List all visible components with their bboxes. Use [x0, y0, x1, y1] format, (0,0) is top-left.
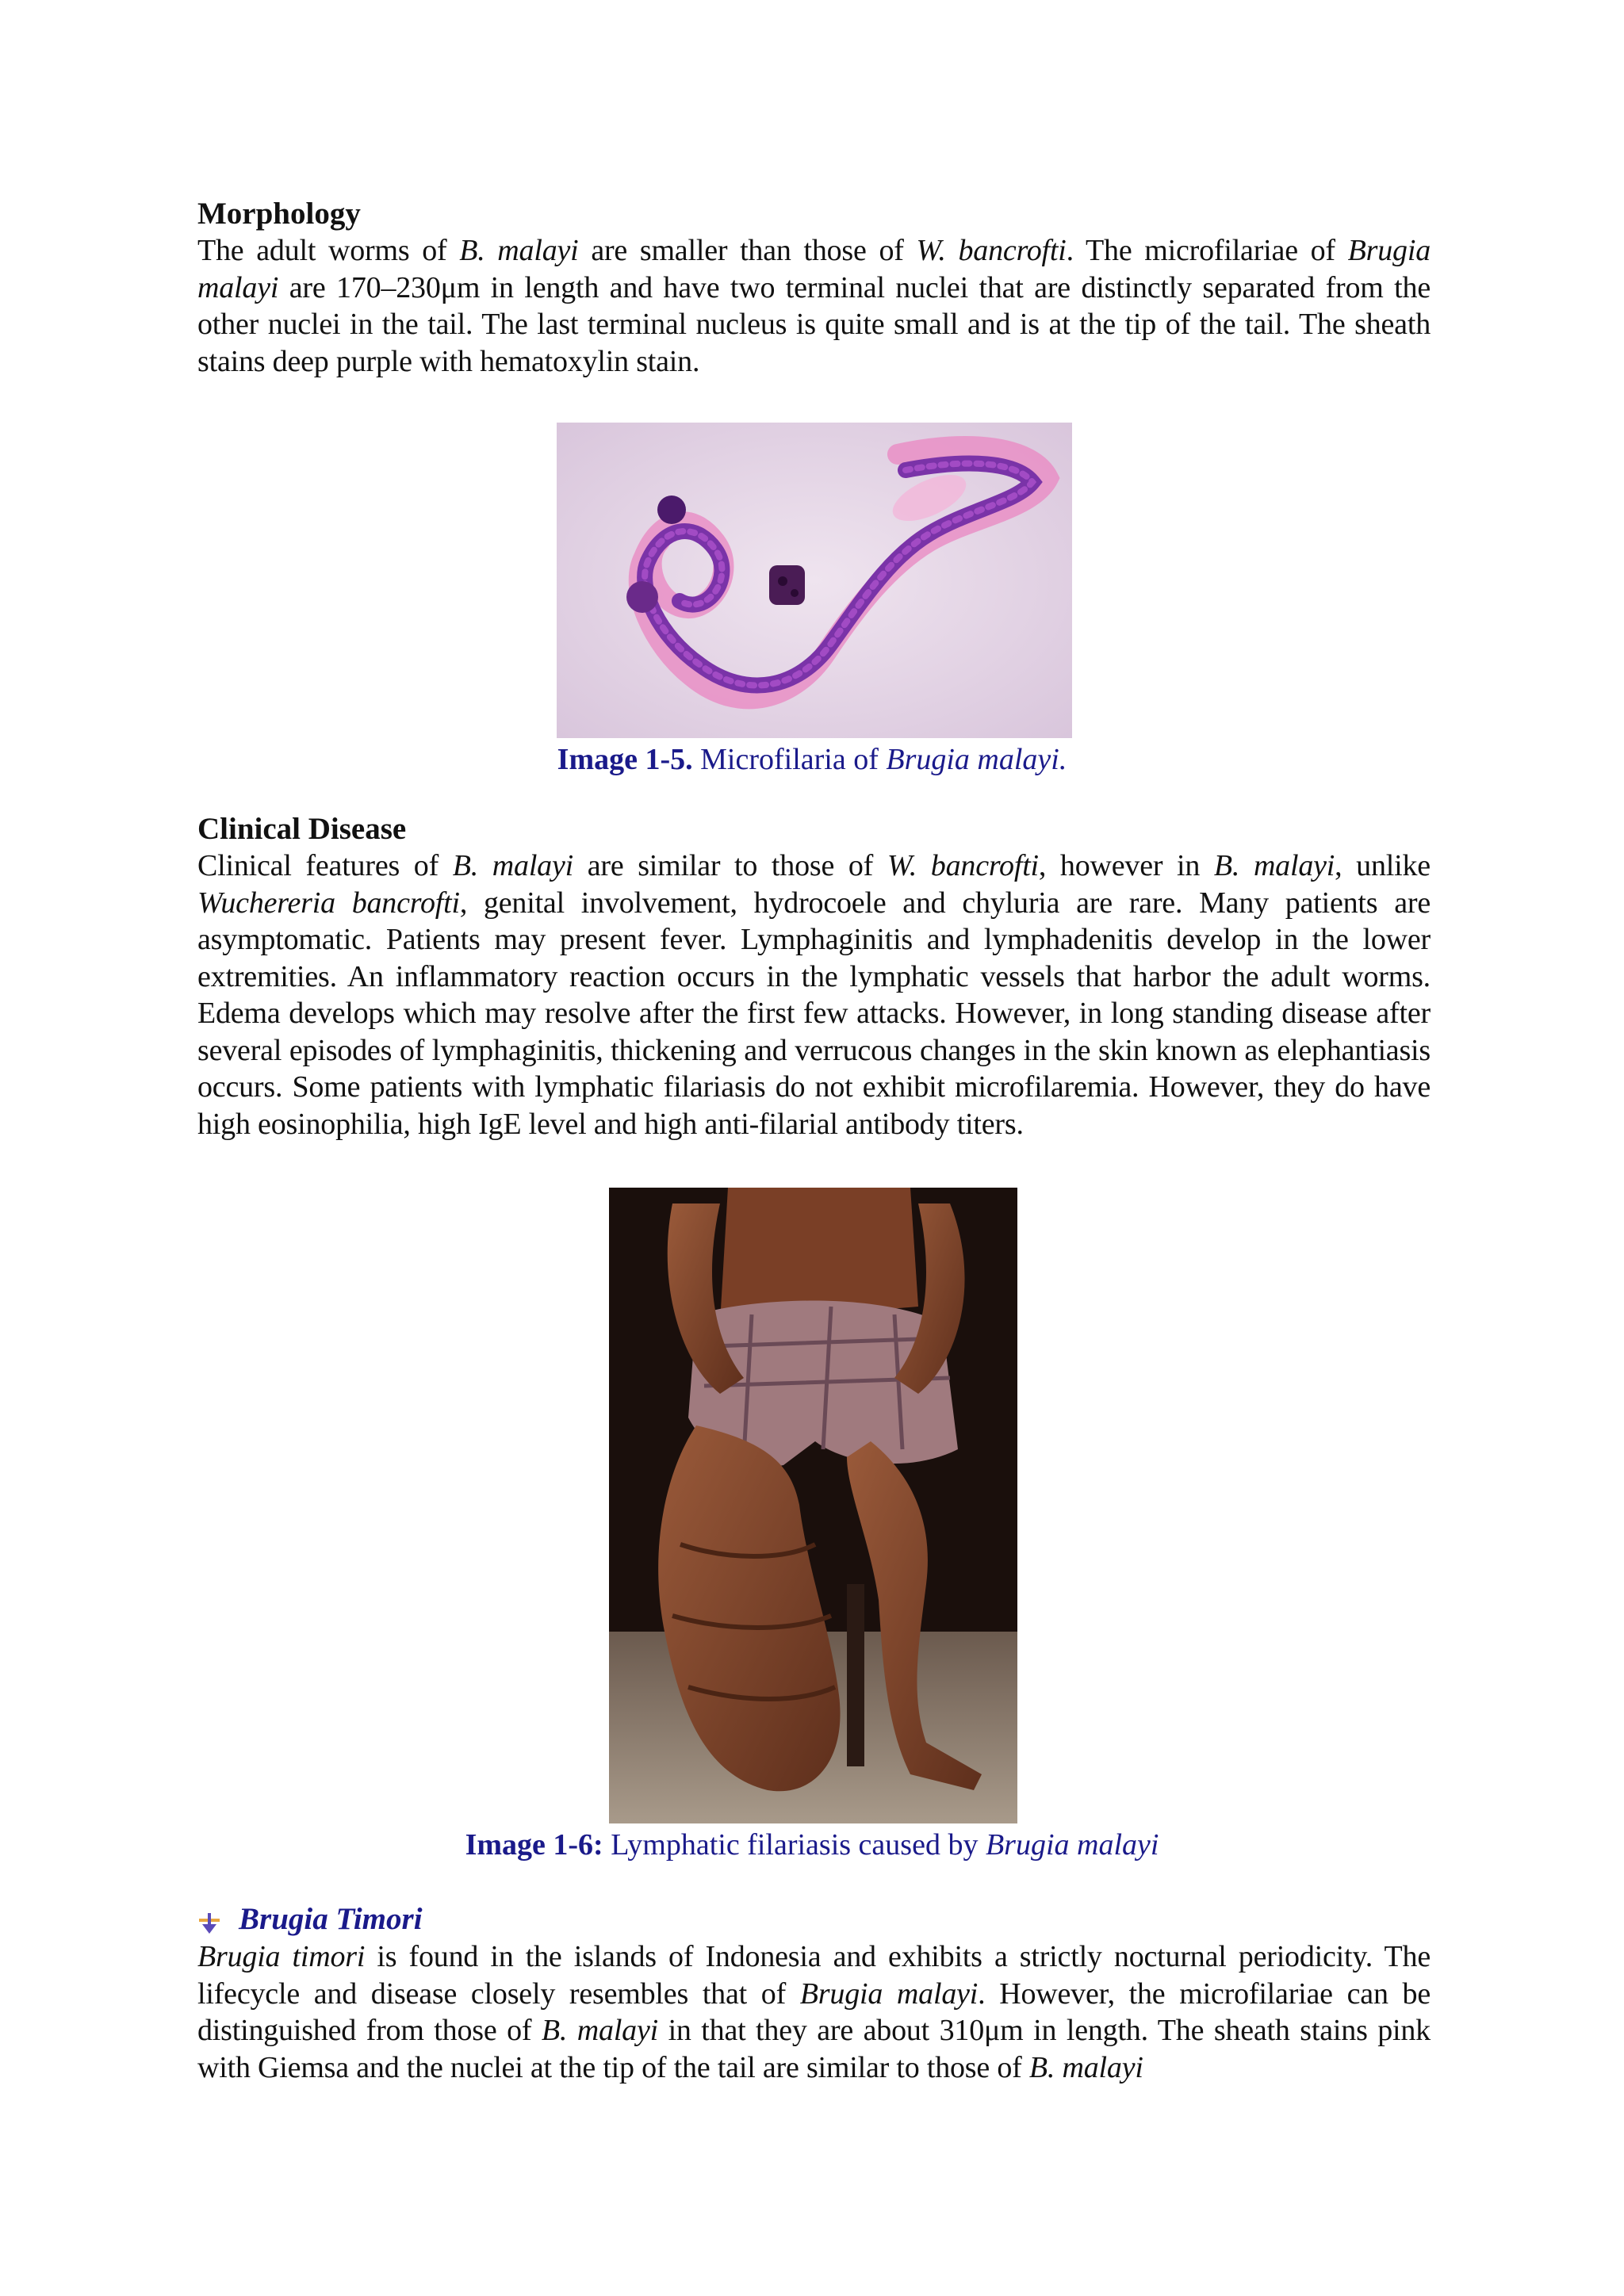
- down-arrow-bullet-icon: [197, 1908, 221, 1931]
- clinical-disease-section: [197, 811, 1431, 1142]
- lymphatic-filariasis-photo: [609, 1188, 1017, 1823]
- figure-1-caption: Image 1-5. Microfilaria of Brugia malayi.: [557, 743, 1067, 776]
- morphology-section: [197, 196, 1431, 380]
- brugia-timori-section: [197, 1938, 1431, 2086]
- clinical-disease-heading: Clinical Disease: [197, 812, 407, 846]
- clinical-disease-paragraph: Clinical features of B. malayi are similar to those of W. bancrofti, however in B. malayi, unlike Wuchereria bancrofti, genital involvement, hydrocoele and chyluria are rare. Many patients are asymptomatic. Patients may present fever. Lymphaginitis and lymphadenitis develop in the lower extremities. An inflammatory reaction occurs in the lymphatic vessels that harbor the adult worms. Edema develops which may resolve after the first few attacks. However, in long standing disease after several episodes of lymphaginitis, thickening and verrucous changes in the skin known as elephantiasis occurs. Some patients with lymphatic filariasis do not exhibit microfilaremia. However, they do have high eosinophilia, high IgE level and high anti-filarial antibody titers.: [197, 849, 1431, 1141]
- brugia-timori-heading: [197, 1901, 423, 1938]
- microfilaria-image: [557, 423, 1072, 738]
- figure-2-caption: Image 1-6: Lymphatic filariasis caused by Brugia malayi: [465, 1828, 1159, 1862]
- brugia-timori-heading-text: Brugia Timori: [239, 1902, 423, 1936]
- brugia-timori-paragraph: Brugia timori is found in the islands of Indonesia and exhibits a strictly nocturnal periodicity. The lifecycle and disease closely resembles that of Brugia malayi. However, the microfilariae can be distinguished from those of B. malayi in that they are about 310μm in length. The sheath stains pink with Giemsa and the nuclei at the tip of the tail are similar to those of B. malayi: [197, 1940, 1431, 2084]
- morphology-paragraph: The adult worms of B. malayi are smaller than those of W. bancrofti. The microfilariae of Brugia malayi are 170–230μm in length and have two terminal nuclei that are distinctly separated from the other nuclei in the tail. The last terminal nucleus is quite small and is at the tip of the tail. The sheath stains deep purple with hematoxylin stain.: [197, 234, 1431, 378]
- morphology-heading: Morphology: [197, 197, 361, 231]
